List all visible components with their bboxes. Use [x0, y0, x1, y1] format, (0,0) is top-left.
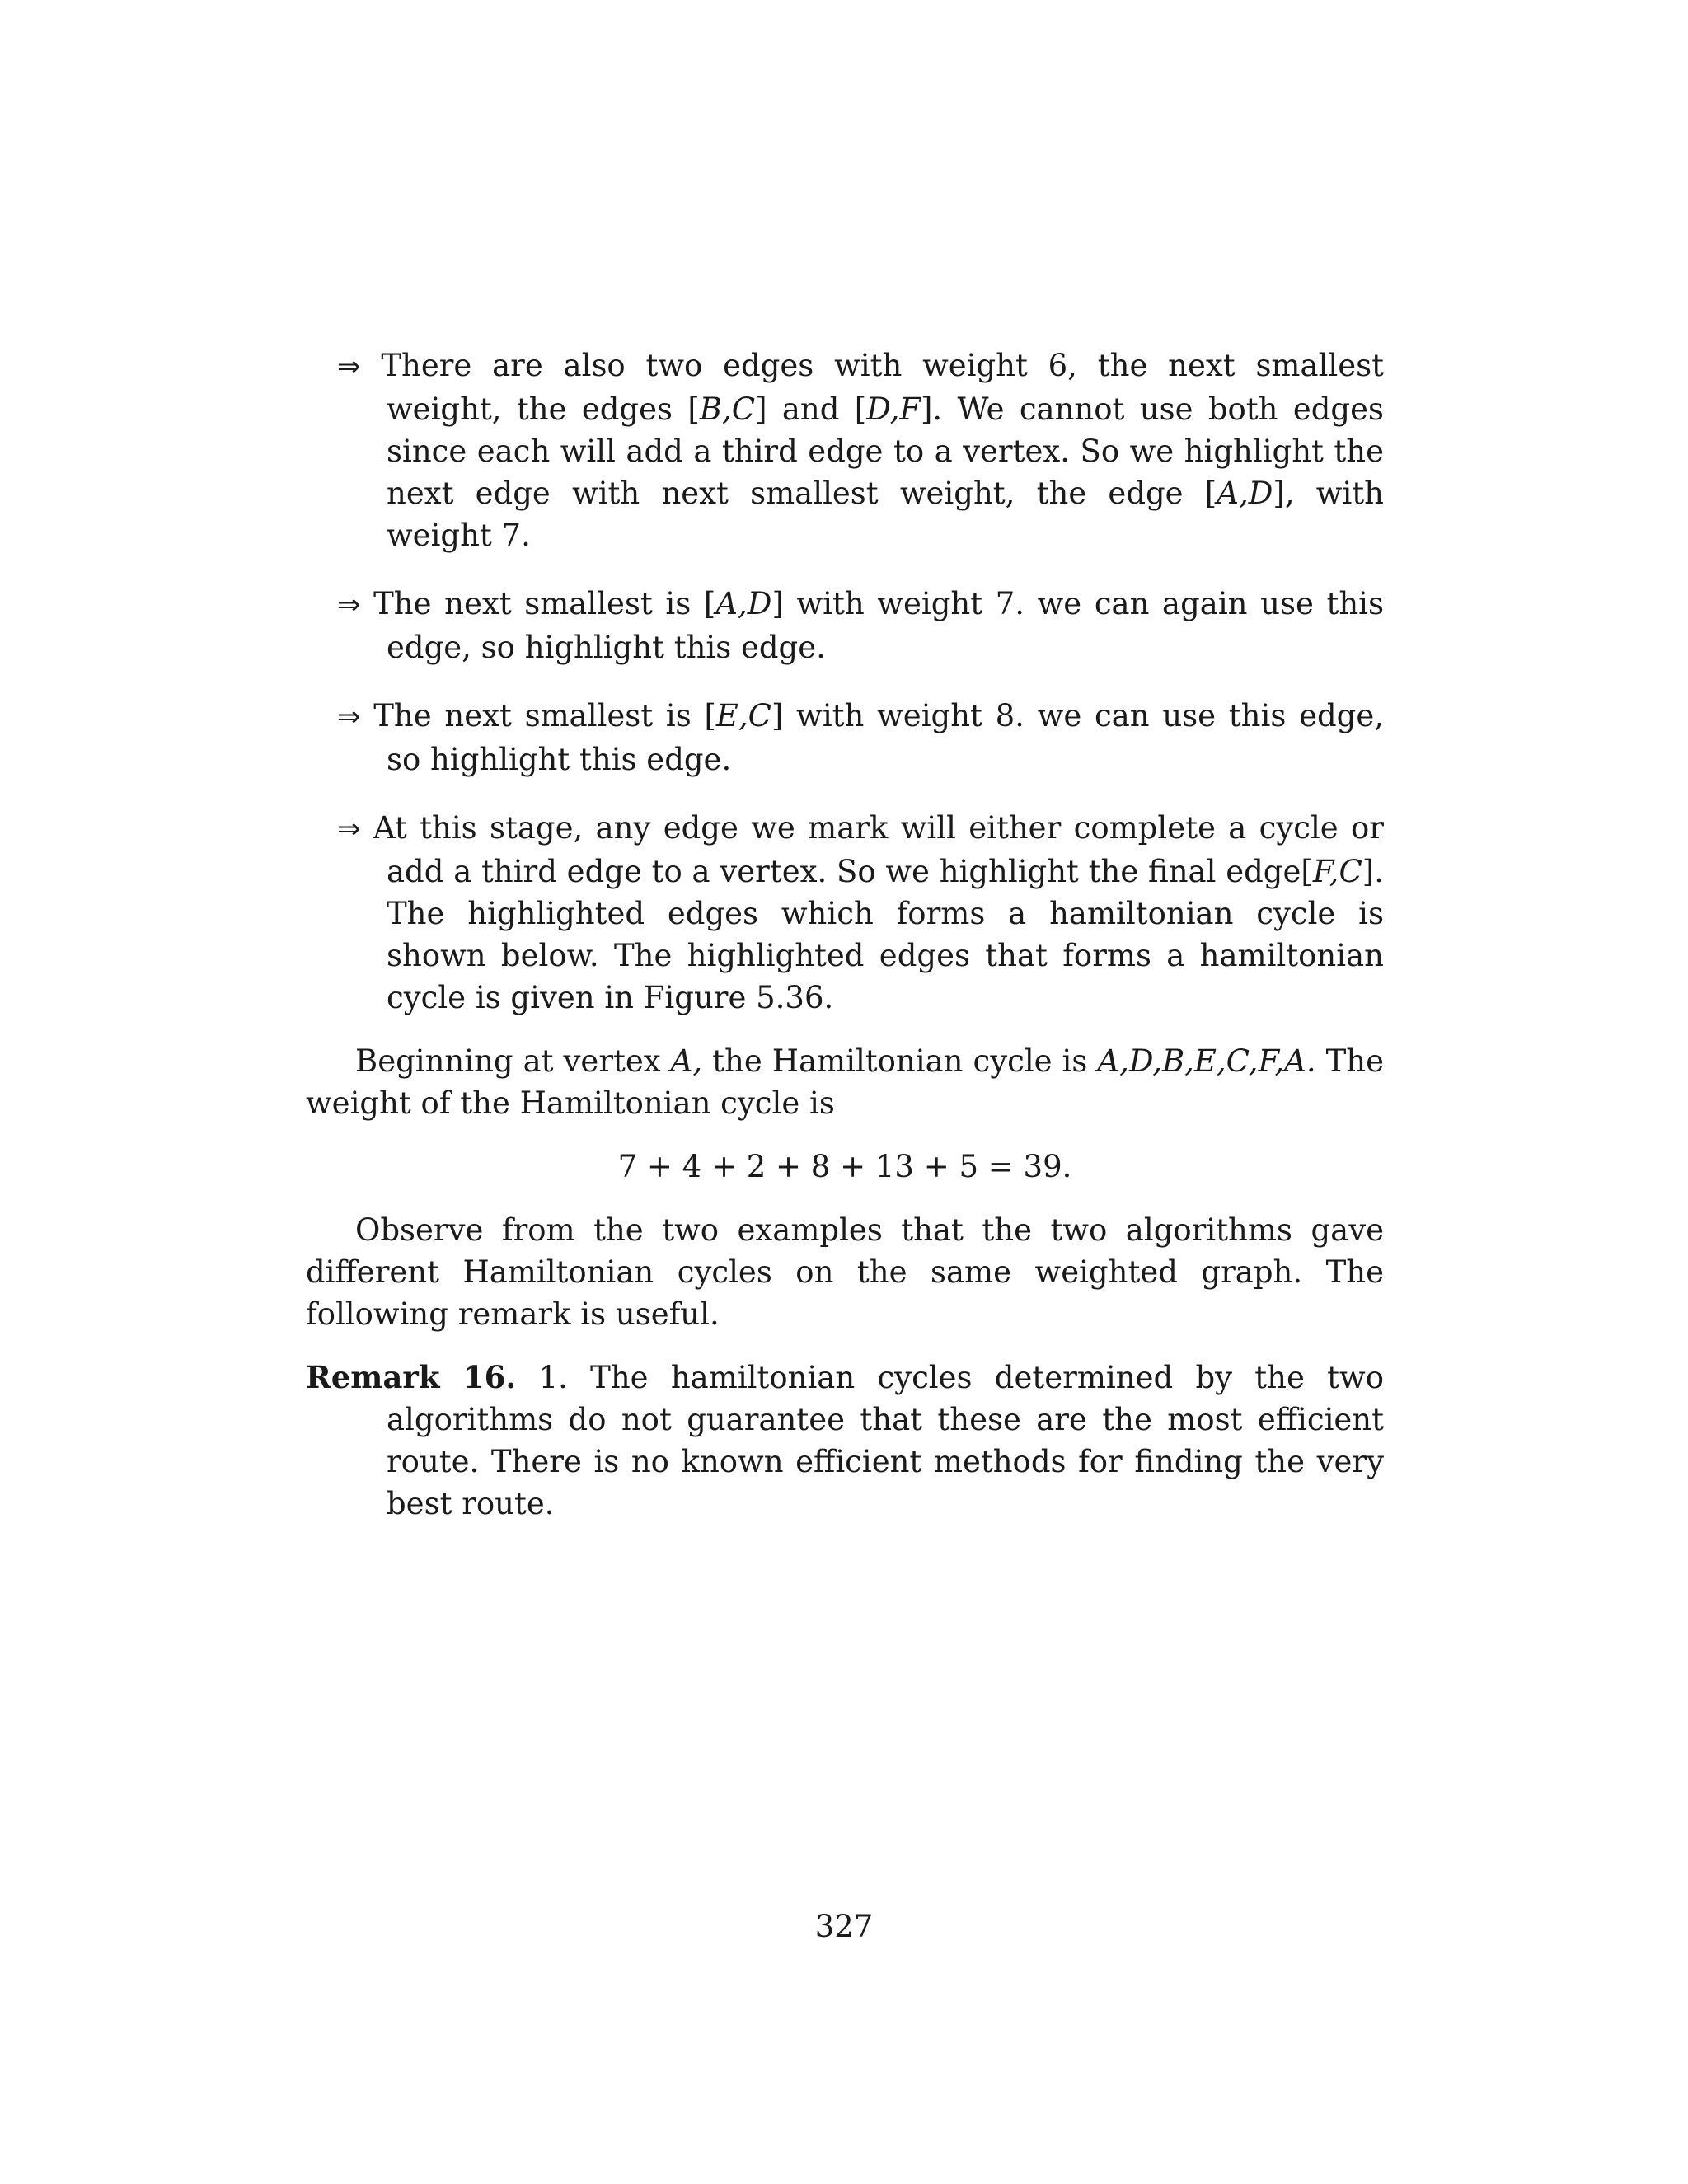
weight-equation: 7 + 4 + 2 + 8 + 13 + 5 = 39.	[617, 1149, 1072, 1184]
bullet-item-2	[306, 583, 1384, 668]
paragraph-observation: Observe from the two examples that the two algorithms gave different Hamiltonian cycles on the same weighted graph. The following remark is useful.	[306, 1212, 1384, 1332]
remark-text: 1. The hamiltonian cycles determined by the two algorithms do not guarantee that these are the most efficient route. There is no known efficient methods for finding the very best route.	[387, 1360, 1384, 1521]
text-run: There are also two edges with weight 6, the next smallest weight, the edges [	[381, 348, 1384, 427]
text-run: ]. We cannot use both edges since each will add a third edge to a vertex. So we highlight the next edge with next smallest weight, the edge [	[387, 391, 1384, 511]
remark-label: Remark 16.	[306, 1359, 517, 1395]
remark-16	[306, 1357, 1384, 1525]
text-run: the Hamiltonian cycle is	[702, 1043, 1098, 1079]
text-run: ]. The highlighted edges which forms a hamiltonian cycle is shown below. The highlighted edges that forms a hamiltonian cycle is given in Figure 5.36.	[387, 854, 1384, 1015]
cycle-label: A,D,B,E,C,F,A.	[1097, 1043, 1316, 1079]
text-run: ] with weight 7. we can again use this edge, so highlight this edge.	[387, 586, 1384, 665]
bullet-item-3	[306, 695, 1384, 780]
edge-label: E,C	[715, 698, 771, 733]
edge-label: F,C	[1312, 854, 1362, 889]
implies-arrow-icon: ⇒	[337, 588, 361, 621]
text-run: ], with weight 7.	[387, 476, 1384, 553]
implies-arrow-icon: ⇒	[337, 813, 361, 846]
edge-label: A,D	[1217, 476, 1273, 511]
page-number: 327	[814, 1909, 874, 1944]
text-run: The next smallest is [	[373, 586, 716, 621]
text-run: ] and [	[755, 391, 867, 427]
text-run: The next smallest is [	[373, 698, 716, 733]
implies-arrow-icon: ⇒	[337, 350, 361, 383]
edge-label: B,C	[699, 391, 756, 427]
text-run: ] with weight 8. we can use this edge, so highlight this edge.	[387, 698, 1384, 777]
bullet-item-1	[306, 344, 1384, 556]
text-run: Beginning at vertex	[355, 1043, 671, 1079]
edge-label: A,D	[715, 586, 772, 621]
page-body	[306, 344, 1384, 1525]
text-run: At this stage, any edge we mark will either complete a cycle or add a third edge to a vertex. So we highlight the final edge[	[373, 810, 1384, 889]
edge-label: D,F	[866, 391, 921, 427]
implies-arrow-icon: ⇒	[337, 701, 361, 733]
bullet-item-4	[306, 807, 1384, 1019]
text-run: The weight of the Hamiltonian cycle is	[306, 1043, 1384, 1121]
vertex-label: A,	[670, 1043, 703, 1079]
paragraph-hamiltonian-cycle	[306, 1040, 1384, 1124]
